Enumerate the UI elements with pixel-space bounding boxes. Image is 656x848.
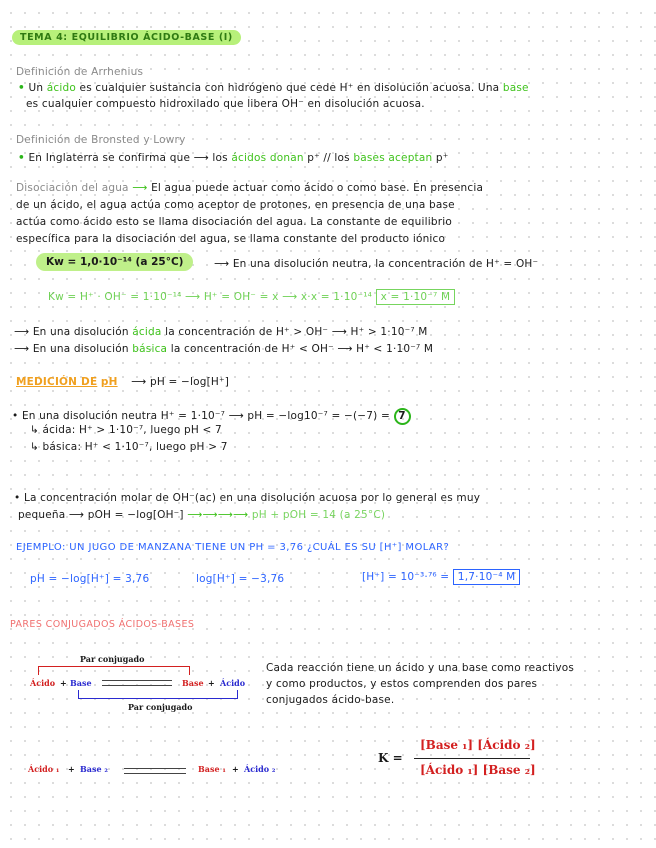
text: [Ácido ₁] [Base ₂] (420, 763, 536, 777)
kw-neutral (214, 258, 538, 270)
text: El agua puede actuar como ácido o como base. En presencia (151, 182, 484, 194)
arrow-icon: ↳ (30, 441, 39, 453)
base-right: Base (182, 678, 204, 688)
disociacion-line-4: específica para la disociación del agua, se llama constante del producto iónico (16, 233, 446, 245)
acido-highlight: ácido (46, 82, 76, 94)
bullet: • (18, 152, 25, 164)
arrhenius-line-1 (18, 82, 529, 94)
bottom-bracket (78, 690, 238, 699)
disociacion-line-3: actúa como ácido esto se llama disociación del agua. La constante de equilibrio (16, 216, 452, 228)
text: ácida: H⁺ > 1·10⁻⁷, luego pH < 7 (42, 424, 222, 436)
acidos-highlight: ácidos (231, 152, 267, 164)
bases-highlight: bases (353, 152, 385, 164)
kw-box: Kw = 1,0·10⁻¹⁴ (a 25°C) (36, 253, 193, 271)
oh-line-1 (14, 492, 480, 504)
acid-solution-line (14, 326, 428, 338)
plus-sign: + (68, 764, 75, 774)
pares-desc-3: conjugados ácido-base. (266, 694, 395, 706)
plus-sign: + (232, 764, 239, 774)
arrow-icon: ↳ (30, 424, 39, 436)
text: En una disolución neutra H⁺ = 1·10⁻⁷ ⟶ pH = −log10⁻⁷ = −(−7) = (21, 410, 390, 422)
disociacion-line-1 (16, 182, 483, 194)
arrow-icon: ⟶ (132, 182, 148, 194)
acido-1: Ácido ₁ (28, 764, 60, 774)
aceptan-highlight: aceptan (388, 152, 433, 164)
plus-sign: + (60, 678, 67, 688)
ph-formula: pH = −log[H⁺] (149, 376, 230, 388)
text: básica: H⁺ < 1·10⁻⁷, luego pH > 7 (42, 441, 228, 453)
basic-solution-line (14, 343, 433, 355)
base-2: Base ₂ (80, 764, 108, 774)
pares-heading: PARES CONJUGADOS ÁCIDOS-BASES (10, 619, 195, 630)
arrow-icon: ⟶ (214, 258, 230, 270)
pares-desc-2: y como productos, y estos comprenden dos pares (266, 678, 538, 690)
text: En una disolución neutra, la concentración de H⁺ = OH⁻ (232, 258, 539, 270)
ejemplo-step-1: pH = −log[H⁺] = 3,76 (30, 573, 150, 585)
conjugate-pair-diagram (22, 650, 262, 720)
equilibrium-equation (28, 762, 288, 782)
pares-desc-1: Cada reacción tiene un ácido y una base como reactivos (266, 662, 575, 674)
ph-acid-line (30, 424, 222, 436)
bullet: • (12, 410, 19, 422)
arrow-icon: ⟶ (131, 376, 147, 388)
par-conjugado-top-label: Par conjugado (80, 654, 145, 664)
donan-highlight: donan (269, 152, 304, 164)
ph-neutral-value: 7 (394, 408, 411, 425)
base-1: Base ₁ (198, 764, 226, 774)
bronsted-line (18, 152, 449, 164)
bronsted-heading: Definición de Bronsted y Lowry (16, 134, 186, 146)
acido-2: Ácido ₂ (244, 764, 276, 774)
disociacion-line-2: de un ácido, el agua actúa como aceptor de protones, en presencia de una base (16, 199, 455, 211)
ph-neutral-line (12, 408, 411, 425)
oh-line-2 (18, 509, 385, 521)
text: En Inglaterra se confirma que ⟶ los (28, 152, 228, 164)
text: [H⁺] = 10⁻³·⁷⁶ = (362, 571, 450, 583)
kw-result: x = 1·10⁻⁷ M (376, 289, 456, 305)
acida-highlight: ácida (132, 326, 162, 338)
oh-result: pH + pOH = 14 (a 25°C) (251, 509, 386, 521)
page-title: TEMA 4: EQUILIBRIO ÁCIDO-BASE (I) (12, 30, 241, 45)
ejemplo-heading: EJEMPLO: UN JUGO DE MANZANA TIENE UN PH = 3,76 ¿CUÁL ES SU [H⁺] MOLAR? (16, 542, 450, 553)
text: Kw = H⁺ · OH⁻ = 1·10⁻¹⁴ ⟶ H⁺ = OH⁻ = x ⟶ x·x = 1·10⁻¹⁴ (48, 291, 373, 303)
k-label: K = (378, 751, 403, 765)
k-numerator (420, 738, 536, 752)
arrow-icon: ⟶ (14, 343, 30, 355)
disociacion-heading: Disociación del agua (16, 182, 129, 194)
text: En una disolución (32, 343, 129, 355)
text: La concentración molar de OH⁻(ac) en una disolución acuosa por lo general es muy (23, 492, 481, 504)
bullet: • (14, 492, 21, 504)
ejemplo-step-2: log[H⁺] = −3,76 (196, 573, 285, 585)
acido-right: Ácido (220, 678, 246, 688)
fraction-bar (414, 758, 530, 759)
text: p⁺ (435, 152, 449, 164)
ph-basic-line (30, 441, 228, 453)
text: es cualquier sustancia con hidrógeno que cede H⁺ en disolución acuosa. Una (79, 82, 500, 94)
acido-left: Ácido (30, 678, 56, 688)
ejemplo-step-3 (362, 571, 520, 583)
ph-heading-line (16, 376, 229, 388)
par-conjugado-bottom-label: Par conjugado (128, 702, 193, 712)
ph-heading-ph: pH (100, 376, 118, 388)
text: p⁺ // los (307, 152, 350, 164)
base-left: Base (70, 678, 92, 688)
top-bracket (38, 666, 190, 675)
basica-highlight: básica (132, 343, 168, 355)
kw-derivation (48, 291, 455, 303)
k-denominator (420, 763, 536, 777)
ejemplo-answer: 1,7·10⁻⁴ M (453, 569, 521, 585)
arrhenius-line-2: es cualquier compuesto hidroxilado que libera OH⁻ en disolución acuosa. (26, 98, 425, 110)
text: pequeña ⟶ pOH = −log[OH⁻] (18, 509, 184, 521)
base-highlight: base (502, 82, 529, 94)
arrow-icon: ⟶⟶⟶⟶ (187, 509, 249, 521)
text: la concentración de H⁺ > OH⁻ ⟶ H⁺ > 1·10⁻⁷ M (165, 326, 428, 338)
equilibrium-arrow-icon (124, 768, 186, 774)
arrhenius-heading: Definición de Arrhenius (16, 66, 144, 78)
arrow-icon: ⟶ (14, 326, 30, 338)
text: En una disolución (32, 326, 129, 338)
equilibrium-arrow-icon (102, 680, 172, 686)
text: [Base ₁] [Ácido ₂] (420, 738, 536, 752)
text: Un (28, 82, 44, 94)
text: la concentración de H⁺ < OH⁻ ⟶ H⁺ < 1·10⁻⁷ M (170, 343, 434, 355)
plus-sign: + (208, 678, 215, 688)
bullet: • (18, 82, 25, 94)
ph-heading: MEDICIÓN DE (16, 376, 98, 388)
